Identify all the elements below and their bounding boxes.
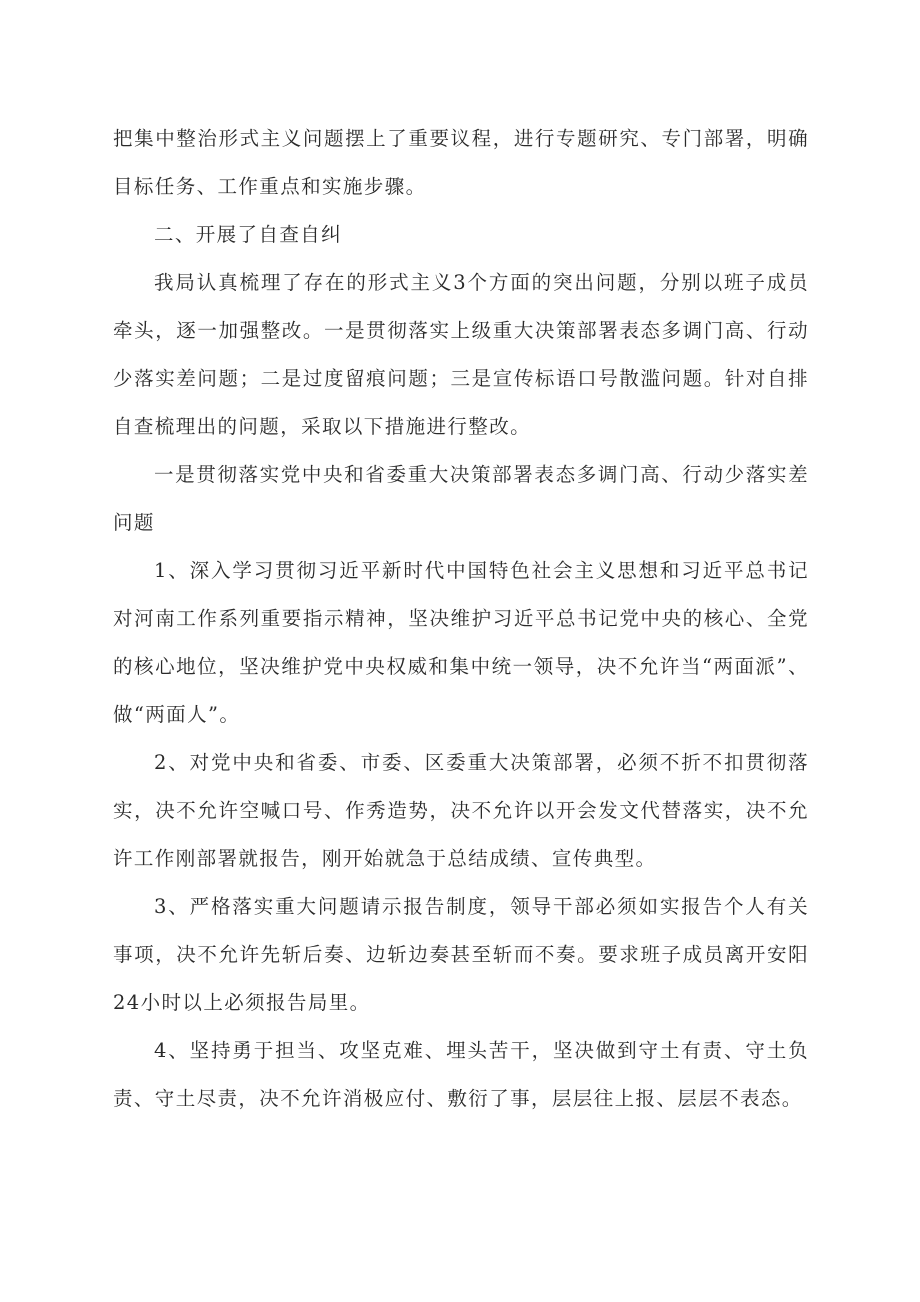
list-item: 1、深入学习贯彻习近平新时代中国特色社会主义思想和习近平总书记对河南工作系列重要指示精神，坚决维护习近平总书记党中央的核心、全党的核心地位，坚决维护党中央权威和集中统一领导，决不允许当“两面派”、做“两面人”。	[113, 559, 809, 726]
list-item: 3、严格落实重大问题请示报告制度，领导干部必须如实报告个人有关事项，决不允许先斩后奏、边斩边奏甚至斩而不奏。要求班子成员离开安阳24小时以上必须报告局里。	[113, 895, 809, 1014]
paragraph: 我局认真梳理了存在的形式主义3个方面的突出问题，分别以班子成员牵头，逐一加强整改。一是贯彻落实上级重大决策部署表态多调门高、行动少落实差问题；二是过度留痕问题；三是宣传标语口号散滥问题。针对自排自查梳理出的问题，采取以下措施进行整改。	[113, 271, 809, 438]
document-body	[113, 115, 809, 1123]
section-heading: 二、开展了自查自纠	[153, 223, 343, 246]
subsection-heading: 一是贯彻落实党中央和省委重大决策部署表态多调门高、行动少落实差问题	[113, 463, 809, 534]
list-item: 2、对党中央和省委、市委、区委重大决策部署，必须不折不扣贯彻落实，决不允许空喊口号、作秀造势，决不允许以开会发文代替落实，决不允许工作刚部署就报告，刚开始就急于总结成绩、宣传典型。	[113, 751, 809, 870]
paragraph-continuation: 把集中整治形式主义问题摆上了重要议程，进行专题研究、专门部署，明确目标任务、工作重点和实施步骤。	[113, 127, 809, 198]
list-item: 4、坚持勇于担当、攻坚克难、埋头苦干，坚决做到守土有责、守土负责、守土尽责，决不允许消极应付、敷衍了事，层层往上报、层层不表态。	[113, 1039, 809, 1110]
